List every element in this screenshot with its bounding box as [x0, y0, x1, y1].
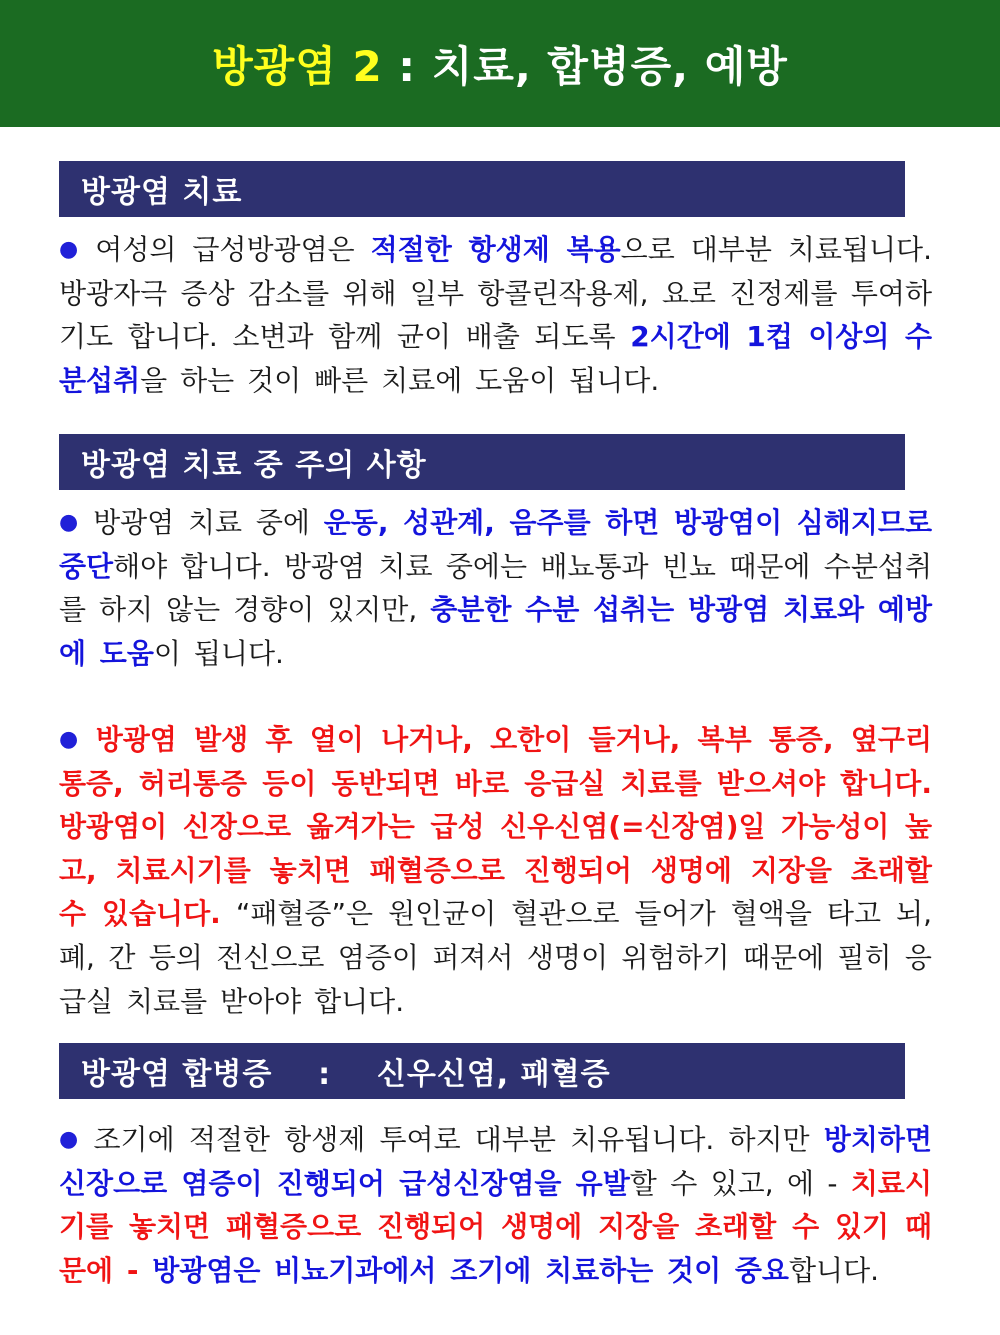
text-segment: 이 됩니다.	[153, 636, 284, 670]
text-segment: 으로 대부분 치료됩니다. 방광자극 증상 감소를 위해 일부 항콜린작용제, 요로 진정제를 투여하기도 합니다. 소변과 함께 균이 배출 되도록	[59, 233, 932, 354]
text-segment: 할 수 있고, 에 -	[629, 1166, 851, 1200]
section-heading: 방광염 치료 중 주의 사항	[81, 448, 427, 483]
emphasis-blue: 충분한 수분 섭취는 방광염 치료와 예방에 도움	[59, 593, 933, 670]
section-header-complications	[59, 1043, 905, 1099]
bullet-icon: ●	[59, 727, 82, 752]
emphasis-blue: 적절한 항생제 복용	[370, 233, 621, 266]
treatment-paragraph	[59, 228, 932, 402]
bullet-icon: ●	[59, 237, 82, 262]
section-header-precautions	[59, 434, 905, 490]
page-title-suffix: : 치료, 합병증, 예방	[382, 41, 788, 91]
page-title-prefix: 방광염 2	[212, 41, 383, 91]
emphasis-blue: 2시간에 1컵 이상의 수분섭취	[59, 320, 932, 397]
emphasis-red: 방광염 발생 후 열이 나거나, 오한이 들거나, 복부 통증, 옆구리 통증, 허리통증 등이 동반되면 바로 응급실 치료를 받으셔야 합니다. 방광염이 신장으로 옮겨가는 급성 신우신염(=신장염)일 가능성이 높고, 치료시기를 놓치면 패혈증으로 진행되어 생명에 지장을 초래할 수 있습니다.	[59, 723, 932, 931]
emphasis-blue: 운동, 성관계, 음주를 하면 방광염이 심해지므로 중단	[59, 506, 933, 583]
text-segment: 해야 합니다. 방광염 치료 중에는 배뇨통과 빈뇨 때문에 수분섭취를 하지 않는 경향이 있지만,	[59, 549, 932, 627]
text-segment: “패혈증”은 원인균이 혈관으로 들어가 혈액을 타고 뇌, 폐, 간 등의 전신으로 염증이 퍼져서 생명이 위험하기 때문에 필히 응급실 치료를 받아야 합니다.	[59, 897, 932, 1018]
emphasis-red: 치료시기를 놓치면 패혈증으로 진행되어 생명에 지장을 초래할 수 있기 때문에 -	[59, 1166, 933, 1287]
section-header-treatment	[59, 161, 905, 217]
emphasis-blue: 방치하면 신장으로 염증이 진행되어 급성신장염을 유발	[59, 1123, 932, 1200]
text-segment: 을 하는 것이 빠른 치료에 도움이 됩니다.	[140, 363, 660, 397]
precautions-paragraph	[59, 501, 932, 675]
text-segment: 조기에 적절한 항생제 투여로 대부분 치유됩니다. 하지만	[93, 1123, 824, 1156]
text-segment: 여성의 급성방광염은	[95, 233, 371, 266]
page-title	[212, 34, 788, 94]
bullet-icon: ●	[59, 510, 80, 535]
emergency-warning-paragraph	[59, 718, 932, 1023]
text-segment: 방광염 치료 중에	[93, 506, 324, 539]
section-heading: 방광염 치료	[81, 175, 243, 210]
bullet-icon: ●	[59, 1127, 80, 1152]
text-segment: 합니다.	[788, 1253, 880, 1287]
section-heading: 방광염 합병증 : 신우신염, 패혈증	[81, 1057, 611, 1092]
emphasis-blue: 방광염은 비뇨기과에서 조기에 치료하는 것이 중요	[152, 1253, 789, 1287]
complications-paragraph	[59, 1118, 932, 1292]
title-banner	[0, 0, 1000, 127]
